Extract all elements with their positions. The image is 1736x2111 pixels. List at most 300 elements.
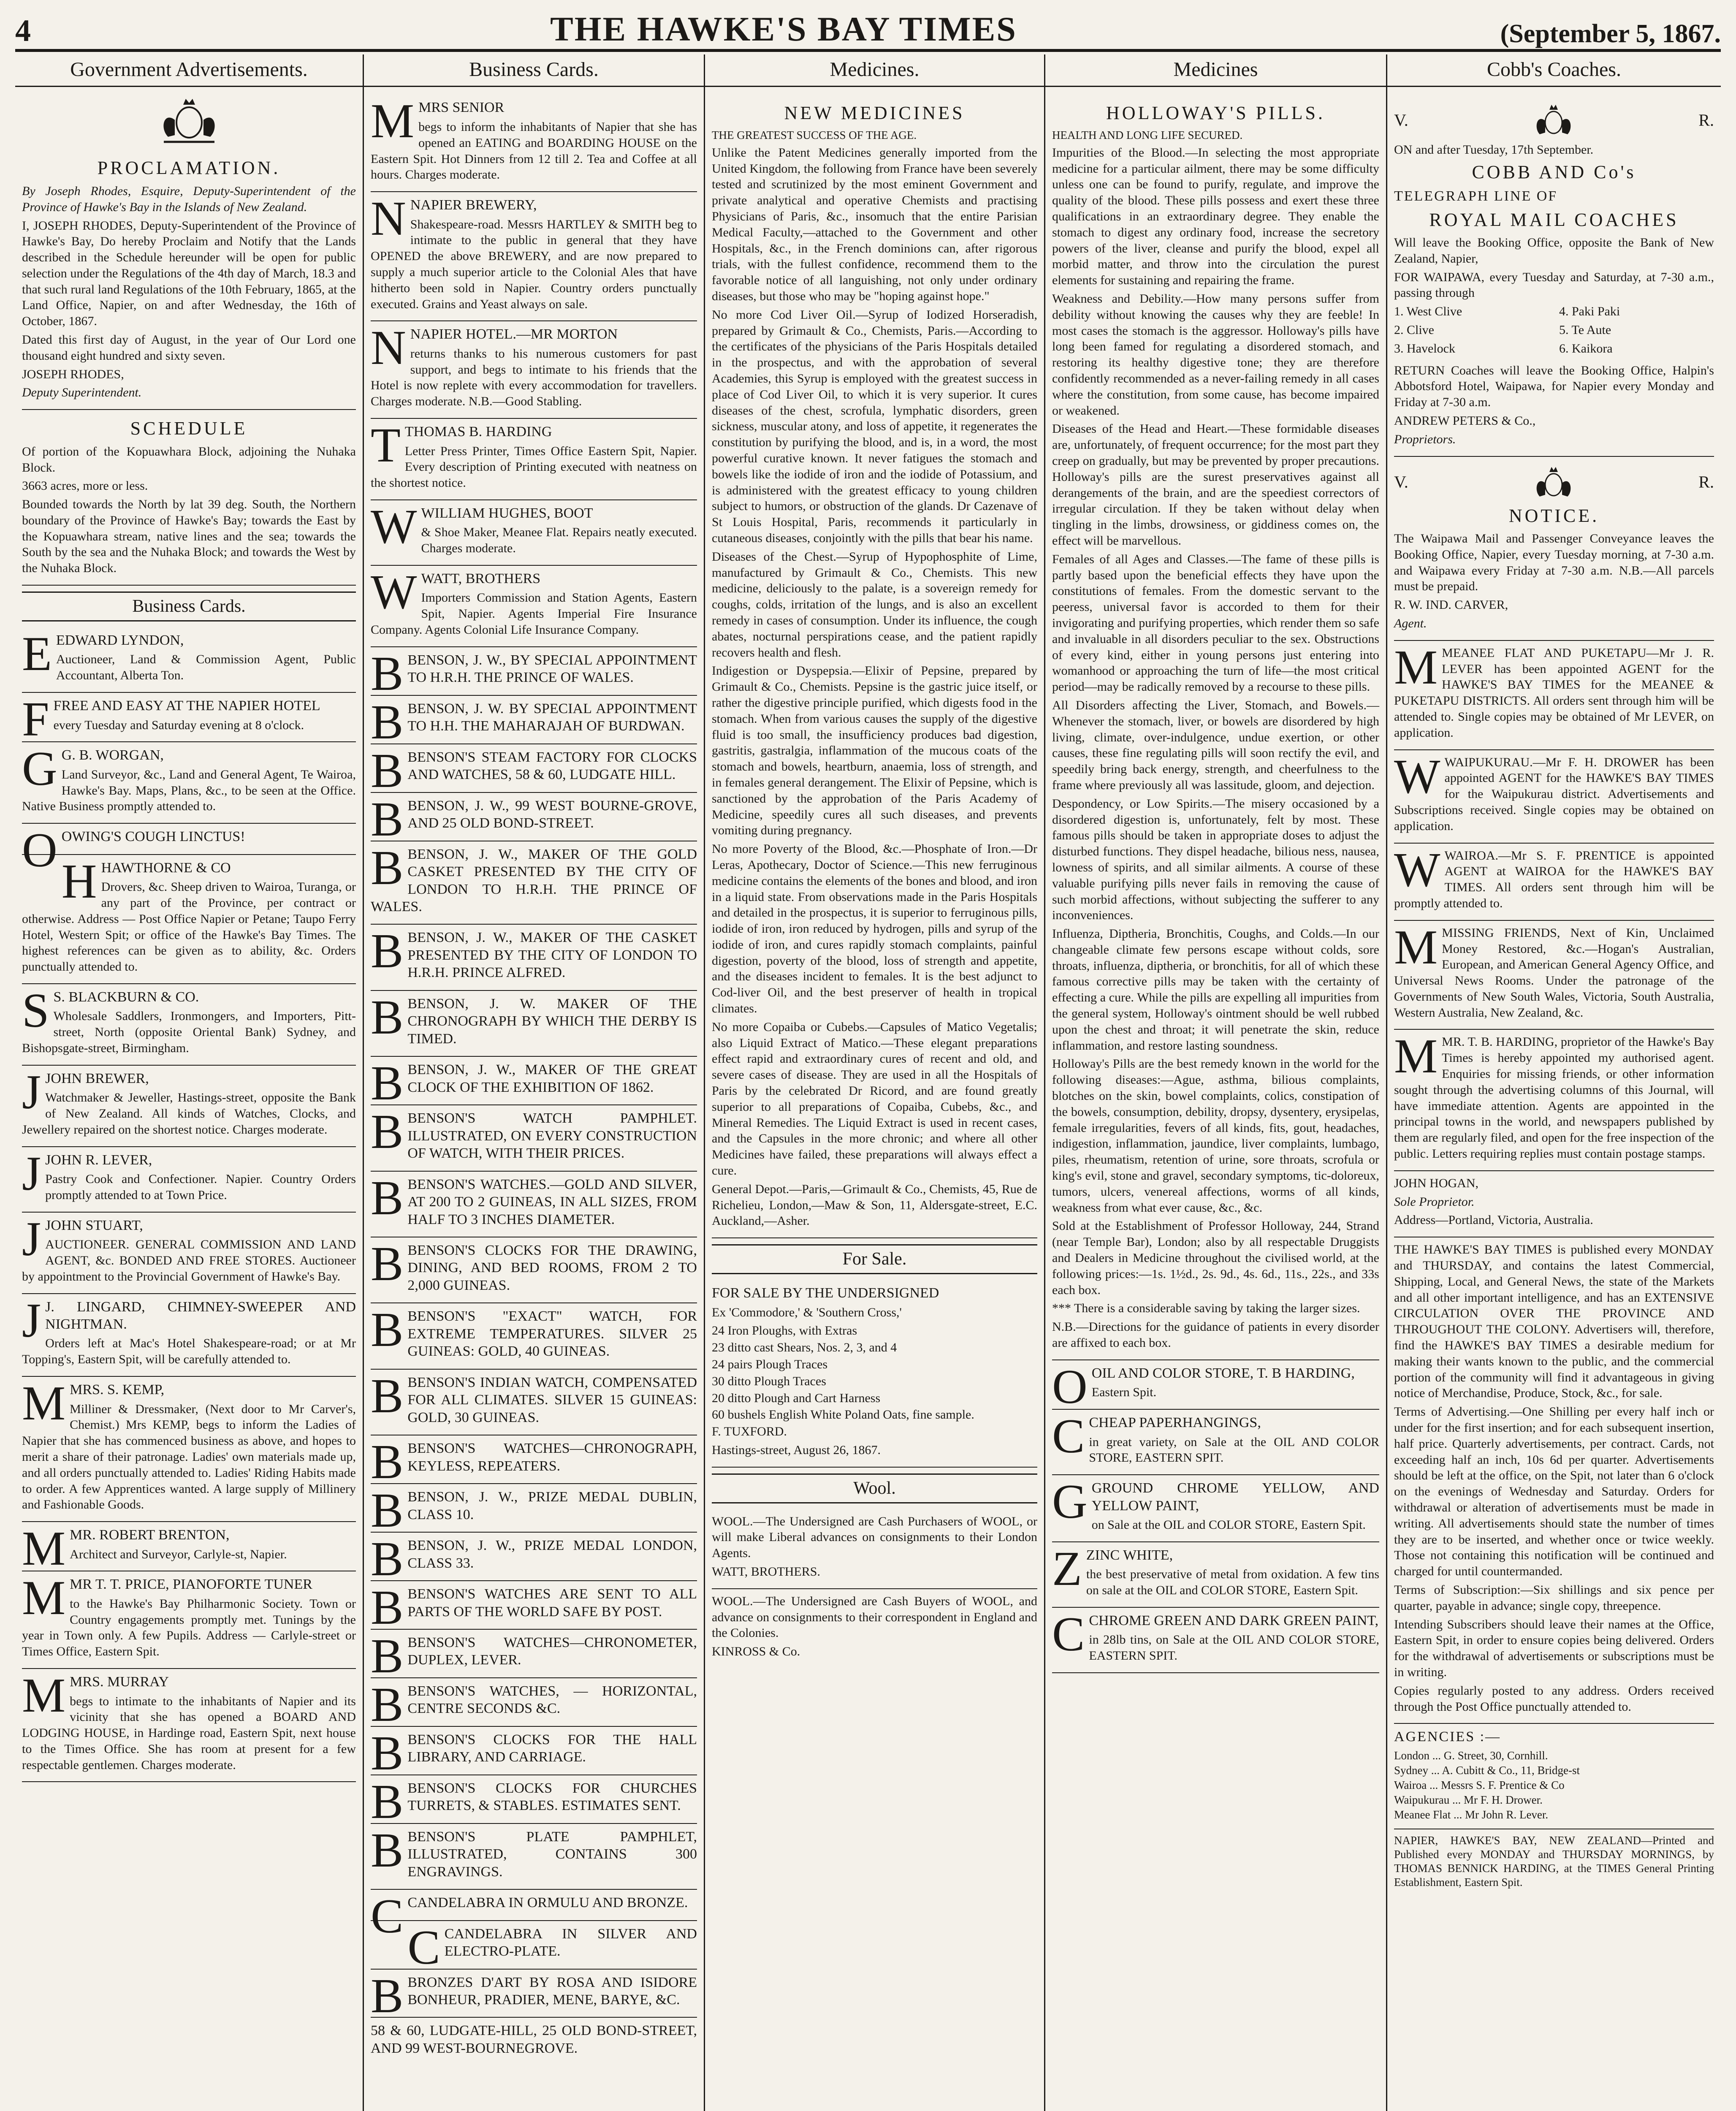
business-card	[371, 95, 697, 192]
business-card-name: J. LINGARD, CHIMNEY-SWEEPER AND NIGHTMAN.	[45, 1299, 356, 1332]
column-heading: Medicines	[1045, 54, 1386, 87]
advert-title: HOLLOWAY'S PILLS.	[1106, 103, 1325, 124]
telegraph-line: TELEGRAPH LINE OF	[1394, 188, 1558, 204]
benson-advertisement	[371, 695, 697, 749]
hogan-signature-block	[1394, 1171, 1714, 1237]
benson-advertisement	[371, 1172, 697, 1237]
business-card-name: JOHN STUART,	[45, 1217, 143, 1233]
page-number: 4	[15, 14, 31, 48]
drop-cap: T	[371, 418, 401, 473]
v-letter: V.	[1394, 472, 1408, 492]
schedule-acreage: 3663 acres, more or less.	[22, 479, 148, 493]
business-card-text: Architect and Surveyor, Carlyle-st, Napier.	[70, 1547, 287, 1561]
waipawa-service: FOR WAIPAWA, every Tuesday and Saturday, at 7-30 a.m., passing through	[1394, 270, 1714, 300]
business-card-name: THOMAS B. HARDING	[404, 424, 552, 440]
business-card-text: Eastern Spit.	[1091, 1385, 1157, 1400]
advert-paragraph: Weakness and Debility.—How many persons suffer from debility without knowing the causes why they are feeble! In most cases the stomach is the aggressor. Holloway's pills have long been famed for regulating a disordered stomach, and restoring its healthy digestive tone; they are therefore confidently recommended as a never-failing remedy in all cases where the constitution, from some cause, has become impaired or weakened.	[1052, 292, 1379, 418]
business-card	[371, 192, 697, 321]
benson-advertisement	[371, 841, 697, 925]
agency-notice	[1394, 641, 1714, 750]
business-card	[371, 419, 697, 500]
drop-cap: S	[22, 983, 49, 1038]
advert-subtitle: HEALTH AND LONG LIFE SECURED.	[1052, 128, 1243, 141]
drop-cap: N	[371, 192, 406, 246]
notice-text: The Waipawa Mail and Passenger Conveyance leaves the Booking Office, Napier, every Tuesday morning, at 7-30 a.m. and Waipawa every Friday at 7-30 a.m. N.B.—All parcels must be prepaid.	[1394, 531, 1714, 594]
business-card-text: to the Hawke's Bay Philharmonic Society. Town or Country engagements promptly met. Tunings by the year in Town only. A few Pupils. Address — Carlyle-street or Times Office, Eastern Spit.	[22, 1596, 356, 1659]
business-card-text: in 28lb tins, on Sale at the OIL AND COLOR STORE, EASTERN SPIT.	[1089, 1633, 1379, 1663]
column-heading: Medicines.	[705, 54, 1044, 87]
royal-crest-icon	[1526, 101, 1581, 139]
booking-office-text: Will leave the Booking Office, opposite the Bank of New Zealand, Napier,	[1394, 235, 1714, 266]
benson-advertisement	[371, 1581, 697, 1635]
agency-entry: Sydney ... A. Cubitt & Co., 11, Bridge-st	[1394, 1764, 1580, 1777]
column-heading: Government Advertisements.	[15, 54, 363, 87]
notice-title: NOTICE.	[1508, 505, 1600, 526]
drop-cap: C	[371, 1889, 404, 1944]
wool-advertisement-2	[712, 1589, 1037, 1668]
drop-cap: E	[22, 627, 52, 681]
business-card-name: HAWTHORNE & CO	[101, 860, 231, 876]
business-card-name: WILLIAM HUGHES, BOOT	[421, 505, 593, 521]
business-card	[1052, 1410, 1379, 1475]
drop-cap: Z	[1052, 1541, 1082, 1596]
agency-notice-text: MEANEE FLAT AND PUKETAPU—Mr J. R. LEVER has been appointed AGENT for the HAWKE'S BAY TIMES for the MEANEE & PUKETAPU DISTRICTS. All orders sent through him will be attended to. Single copies may be obtained of Mr LEVER, on application.	[1394, 646, 1714, 740]
benson-advertisement-text: BENSON, J. W. BY SPECIAL APPOINTMENT TO H.H. THE MAHARAJAH OF BURDWAN.	[407, 700, 697, 734]
agency-notice	[1394, 1030, 1714, 1171]
advert-paragraph: Holloway's Pills are the best remedy known in the world for the following diseases:—Ague, asthma, bilious complaints, blotches on the skin, bowel complaints, colics, constipation of the bowels, consumption, debility, dropsy, dysentery, erysipelas, female irregularities, fevers of all kinds, fits, gout, headaches, indigestion, inflammation, jaundice, liver complaints, lumbago, piles, rheumatism, retention of urine, sore throats, scrofula or king's evil, stone and gravel, secondary symptoms, tic-doloreux, tumors, ulcers, venereal affections, worms of all kinds, weakness from what ever cause, &c., &c.	[1052, 1057, 1379, 1215]
for-sale-date: Hastings-street, August 26, 1867.	[712, 1443, 881, 1457]
benson-advertisement	[371, 1629, 697, 1683]
drop-cap: W	[371, 499, 417, 554]
benson-advertisement	[371, 1775, 697, 1829]
drop-cap: M	[1394, 1029, 1438, 1084]
column-medicines	[705, 54, 1045, 2111]
terms-paragraph: Intending Subscribers should leave their names at the Office, Eastern Spit, in order to ensure copies being delivered. Orders for the withdrawal of advertisements or subscriptions must be in writing.	[1394, 1617, 1714, 1679]
drop-cap: W	[1394, 843, 1440, 897]
drop-cap: M	[22, 1522, 66, 1576]
business-card-name: G. B. WORGAN,	[61, 747, 164, 763]
coach-stop: 1. West Clive	[1394, 304, 1462, 319]
business-card	[22, 627, 356, 693]
schedule	[22, 410, 356, 586]
for-sale-title: FOR SALE BY THE UNDERSIGNED	[712, 1285, 939, 1301]
benson-advertisement-text: BENSON'S CLOCKS FOR THE HALL LIBRARY, AND CARRIAGE.	[407, 1731, 697, 1765]
drop-cap: M	[22, 1376, 66, 1431]
advert-body	[712, 145, 1037, 1229]
business-card-name: OWING'S COUGH LINCTUS!	[61, 829, 245, 845]
terms-paragraph: Terms of Advertising.—One Shilling per every half inch or under for the first insertion; and for each subsequent insertion, half price. Quarterly advertisements, per contract. Cards, not exceeding half an inch, 10s 6d per quarter. Advertisements should be left at the office, on the Spit, not later than 6 o'clock on the evenings of Wednesday and Saturday. Orders for withdrawal or alteration of advertisements must be made in writing. All advertisements should state the number of times they are to be inserted, and whether once or twice weekly. Those not containing this notification will be continued and charged for until countermanded.	[1394, 1405, 1714, 1579]
drop-cap: B	[371, 743, 404, 798]
terms-paragraph: THE HAWKE'S BAY TIMES is published every MONDAY and THURSDAY, and contains the latest Commercial, Shipping, Local, and General News, the state of the Markets and all other important intelligence, and has an EXTENSIVE CIRCULATION OVER THE PROVINCE AND THROUGHOUT THE COLONY. Advertisers will, therefore, find the HAWKE'S BAY TIMES a desirable medium for making their wants known to the public, and the commercial portion of the community will find it advantageous in giving notice of Merchandise, Produce, Stock, &c., for sale.	[1394, 1243, 1714, 1400]
drop-cap: B	[371, 1484, 404, 1538]
business-card-text: Auctioneer, Land & Commission Agent, Public Accountant, Alberta Ton.	[56, 652, 356, 683]
proclamation-signature: JOSEPH RHODES,	[22, 367, 124, 381]
drop-cap: M	[1394, 640, 1438, 695]
drop-cap: B	[371, 1581, 404, 1635]
business-card	[22, 1669, 356, 1782]
terms-paragraph: Copies regularly posted to any address. Orders received through the Post Office punctually attended to.	[1394, 1683, 1714, 1714]
business-card	[1052, 1475, 1379, 1542]
drop-cap: B	[371, 1823, 404, 1878]
r-letter: R.	[1698, 111, 1714, 130]
drop-cap: B	[371, 1303, 404, 1357]
benson-advertisement	[371, 1056, 697, 1111]
benson-advertisement	[371, 991, 697, 1057]
drop-cap: B	[371, 1237, 404, 1291]
business-card	[22, 1377, 356, 1522]
benson-advertisement-text: BENSON, J. W. MAKER OF THE CHRONOGRAPH BY WHICH THE DERBY IS TIMED.	[407, 996, 697, 1047]
proclamation-title: PROCLAMATION.	[97, 157, 281, 179]
business-card-text: Orders left at Mac's Hotel Shakespeare-road; or at Mr Topping's, Eastern Spit, will be carefully attended to.	[22, 1336, 356, 1367]
proprietor-title: Proprietors.	[1394, 432, 1456, 446]
business-card-name: NAPIER BREWERY,	[410, 197, 537, 213]
drop-cap: M	[22, 1571, 66, 1625]
benson-advertisement	[371, 1532, 697, 1587]
agency-entry: Wairoa ... Messrs S. F. Prentice & Co	[1394, 1779, 1565, 1792]
for-sale-signature: F. TUXFORD.	[712, 1425, 787, 1439]
business-card-name: MR T. T. PRICE, PIANOFORTE TUNER	[70, 1576, 312, 1593]
wool-signature-1: WATT, BROTHERS.	[712, 1565, 820, 1579]
cobb-coaches-advertisement	[1394, 95, 1714, 456]
business-card-name: MRS. S. KEMP,	[70, 1382, 165, 1398]
business-card-name: EDWARD LYNDON,	[56, 632, 184, 648]
drop-cap: G	[22, 742, 57, 796]
benson-advertisement-text: BENSON'S CLOCKS FOR CHURCHES TURRETS, & STABLES. ESTIMATES SENT.	[407, 1780, 697, 1814]
benson-advertisement	[371, 1370, 697, 1435]
advert-paragraph: All Disorders affecting the Liver, Stomach, and Bowels.—Whenever the stomach, liver, or bowels are disordered by high living, climate, over-indulgence, undue exertion, or other causes, these fine regulating pills will soon rectify the evil, and speedily bring back energy, strength, and cheerfulness to the frame where previously all was lassitude, gloom, and dejection.	[1052, 698, 1379, 792]
benson-advertisement	[371, 1435, 697, 1490]
proclamation-body: I, JOSEPH RHODES, Deputy-Superintendent of the Province of Hawke's Bay, Do hereby Proclaim and Notify that the Lands described in the Schedule hereunder will be open for public selection under the Regulations of the 4th day of March, 18.3 and that such rural land Regulations of the 10th February, 1865, at the Land Office, Napier, on and after Wednesday, the 16th of October, 1867.	[22, 218, 356, 328]
advert-paragraph: No more Cod Liver Oil.—Syrup of Iodized Horseradish, prepared by Grimault & Co., Chemists, Paris.—According to the certificates of the physicians of the Paris Hospitals detailed in the prospectus, and with the approbation of several Academies, this Syrup is employed with the greatest success in place of Cod Liver Oil, to which it is very superior. It cures diseases of the chest, scrofula, lymphatic disorders, green sickness, muscular atony, and loss of appetite, it regenerates the constitution by purifying the blood, and is, in a word, the most powerful curative known. It never fatigues the stomach and bowels like the iodide of iron and the iodide of Potassium, and is administered with the greatest efficacy to young children subject to humors, or obstruction of the glands. Dr Cazenave of St Louis Hospital, Paris, recommends it particularly in cutaneous diseases, conjointly with the pills that bear his name.	[712, 307, 1037, 545]
agencies-block	[1394, 1724, 1714, 1829]
advert-paragraph: Unlike the Patent Medicines generally imported from the United Kingdom, the following from France have been severely tested and scrutinized by the most eminent Government and private analytical and operative Chemists and practising Physicians of Paris, &c., insomuch that the entire Parisian Medical Faculty,—attached to the Government and other Hospitals, &c., in the French dominions can, after rigorous trials, with the fullest confidence, recommend them to the favorable notice of all languishing, not only under ordinary diseases, but those who may be "hoping against hope."	[712, 145, 1037, 304]
royal-mail-coaches: ROYAL MAIL COACHES	[1429, 209, 1679, 230]
business-card	[371, 500, 697, 566]
benson-advertisement	[371, 1920, 697, 1975]
for-sale-item: 20 ditto Plough and Cart Harness	[712, 1391, 881, 1405]
business-card-name: JOHN BREWER,	[45, 1070, 149, 1086]
column-heading: Business Cards.	[364, 54, 704, 87]
royal-crest-icon	[147, 95, 231, 145]
drop-cap: B	[371, 1969, 404, 2023]
drop-cap: B	[371, 1775, 404, 1829]
vr-crest-row	[1394, 101, 1714, 139]
drop-cap: B	[371, 1369, 404, 1423]
coach-stops	[1394, 304, 1714, 359]
wool-advertisement-1	[712, 1509, 1037, 1589]
business-card-name: NAPIER HOTEL.—MR MORTON	[410, 326, 618, 342]
proclamation-signature-title: Deputy Superintendent.	[22, 385, 142, 400]
business-card-text: in great variety, on Sale at the OIL AND COLOR STORE, EASTERN SPIT.	[1089, 1435, 1379, 1465]
coach-stop: 3. Havelock	[1394, 341, 1455, 355]
drop-cap: B	[371, 1056, 404, 1111]
drop-cap: B	[371, 1171, 404, 1225]
benson-advertisement-text: BENSON, J. W., PRIZE MEDAL LONDON, CLASS 33.	[407, 1538, 697, 1571]
schedule-bounds: Bounded towards the North by lat 39 deg. South, the Northern boundary of the Province of Hawke's Bay; towards the East by the Kopuawhara stream, native lines and the sea; towards the South by the sea and the Nuhaka Block; and towards the West by the Nuhaka Block.	[22, 497, 356, 575]
business-card	[22, 742, 356, 824]
for-sale-advertisement	[712, 1280, 1037, 1468]
wool-text-2: WOOL.—The Undersigned are Cash Buyers of WOOL, and advance on consignments to their correspondent in England and the Colonies.	[712, 1594, 1037, 1640]
business-card	[22, 1147, 356, 1213]
benson-advertisement-text: BENSON, J. W., MAKER OF THE GREAT CLOCK OF THE EXHIBITION OF 1862.	[407, 1062, 697, 1095]
benson-advertisement-text: BENSON, J. W., BY SPECIAL APPOINTMENT TO H.R.H. THE PRINCE OF WALES.	[407, 652, 697, 686]
vr-crest-row	[1394, 464, 1714, 502]
terms-paragraph: Terms of Subscription:—Six shillings and six pence per quarter, payable in advance; single copy, threepence.	[1394, 1582, 1714, 1613]
business-card	[371, 566, 697, 647]
business-card	[22, 855, 356, 984]
advert-paragraph: Despondency, or Low Spirits.—The misery occasioned by a disordered digestion is, unfortunately, felt by most. These famous pills should be taken in appropriate doses to adjust the disturbed functions. They dispel headache, bilious ness, nausea, lowness of spirits, and all similar ailments. A course of these valuable purifying pills never fails in removing the cause of such morbid affections, without subjecting the sufferer to any inconveniences.	[1052, 796, 1379, 923]
imprint	[1394, 1829, 1714, 1898]
proclamation-date: Dated this first day of August, in the year of Our Lord one thousand eight hundred and sixty seven.	[22, 333, 356, 363]
benson-advertisement-text: BENSON, J. W., PRIZE MEDAL DUBLIN, CLASS 10.	[407, 1489, 697, 1522]
masthead	[15, 8, 1721, 52]
return-service: RETURN Coaches will leave the Booking Office, Halpin's Abbotsford Hotel, Waipawa, for Napier every Monday and Friday at 7-30 a.m.	[1394, 363, 1714, 410]
hawkes-bay-times-terms	[1394, 1237, 1714, 1724]
business-card	[22, 1522, 356, 1576]
business-card	[22, 1571, 356, 1669]
drop-cap: H	[61, 854, 97, 909]
drop-cap: O	[1052, 1359, 1088, 1414]
waipawa-mail-notice	[1394, 457, 1714, 641]
business-card-text: Letter Press Printer, Times Office Eastern Spit, Napier. Every description of Printing executed with neatness on the shortest notice.	[371, 444, 697, 490]
new-medicines-advertisement	[712, 95, 1037, 1238]
advert-paragraph: Females of all Ages and Classes.—The fame of these pills is partly based upon the beneficial effects they have upon the constitutions of females. From the domestic servant to the peeress, universal favor is accorded to them for their invigorating and purifying properties, which render them so safe and invaluable in all disorders peculiar to the sex. Obstructions of every kind, either in young persons just entering into womanhood or approaching the turn of life—the most critical period—may be radically removed by a recourse to these pills.	[1052, 552, 1379, 694]
business-card	[1052, 1608, 1379, 1673]
advert-paragraph: No more Copaiba or Cubebs.—Capsules of Matico Vegetalis; also Liquid Extract of Matico.—These elegant preparations effect rapid and extraordinary cures of recent and old, and severe cases of disease. They are used in all the Hospitals of Paris by the celebrated Dr Ricord, and are found greatly superior to all preparations of Copaiba, Cubebs, &c., and Mineral Remedies. The Liquid Extract is used in recent cases, and the Capsules in the more chronic; and where all other Medicines have failed, these preparations will always effect a cure.	[712, 1020, 1037, 1178]
business-card	[22, 984, 356, 1066]
drop-cap: B	[371, 1726, 404, 1780]
benson-advertisement-text: BENSON'S WATCHES—CHRONOMETER, DUPLEX, LEVER.	[407, 1634, 697, 1668]
agent-title: Agent.	[1394, 616, 1427, 630]
benson-advertisement-text: BENSON'S WATCHES ARE SENT TO ALL PARTS OF THE WORLD SAFE BY POST.	[407, 1586, 697, 1620]
business-card	[1052, 1542, 1379, 1608]
drop-cap: B	[371, 924, 404, 979]
issue-date: (September 5, 1867.	[1500, 19, 1721, 48]
business-card-text: begs to intimate to the inhabitants of Napier and its vicinity that she has opened a BOARD AND LODGING HOUSE, in Hardinge road, Eastern Spit, next house to the Times Office. She has room at present for a few respectable gentlemen. Charges moderate.	[22, 1694, 356, 1772]
business-card-name: CHROME GREEN AND DARK GREEN PAINT,	[1089, 1612, 1379, 1628]
oil-and-color-store-advertisements	[1052, 1360, 1379, 1673]
agency-notice-text: MISSING FRIENDS, Next of Kin, Unclaimed Money Restored, &c.—Hogan's Australian, European, and American General Agency Office, and Universal News Rooms. Under the patronage of the Governments of New South Wales, Victoria, South Australia, Western Australia, New Zealand, &c.	[1394, 925, 1714, 1020]
for-sale-heading: For Sale.	[712, 1244, 1037, 1274]
drop-cap: N	[371, 321, 406, 375]
advert-title: NEW MEDICINES	[784, 103, 965, 124]
business-card-text: Importers Commission and Station Agents, Eastern Spit, Napier. Agents Imperial Fire Insurance Company. Agents Colonial Life Insurance Company.	[371, 591, 697, 637]
benson-advertisement	[371, 1677, 697, 1732]
business-card-text: Watchmaker & Jeweller, Hastings-street, opposite the Bank of New Zealand. All kinds of Watches, Clocks, and Jewellery repaired on the shortest notice. Charges moderate.	[22, 1091, 356, 1137]
benson-advertisement	[371, 792, 697, 847]
business-card	[371, 321, 697, 419]
column-heading: Cobb's Coaches.	[1387, 54, 1721, 87]
proprietor-signature: ANDREW PETERS & Co.,	[1394, 413, 1536, 428]
business-card-list	[371, 95, 697, 647]
columns	[15, 54, 1721, 2111]
drop-cap: B	[371, 792, 404, 847]
advert-paragraph: Influenza, Diptheria, Bronchitis, Coughs, and Colds.—In our changeable climate few persons escape without colds, sore throats, influenza, diptheria, or bronchitis, for all of which these famous corrective pills may be taken with the certainty of effecting a cure. While the pills are expelling all impurities from the general system, Holloway's ointment should be well rubbed upon the chest and throat; it will penetrate the skin, reduce inflammation, and restore lasting soundness.	[1052, 927, 1379, 1053]
coach-stop: 6. Kaikora	[1559, 341, 1613, 355]
agency-notice	[1394, 844, 1714, 921]
for-sale-item: 24 pairs Plough Traces	[712, 1357, 828, 1371]
drop-cap: J	[22, 1212, 41, 1266]
business-card-name: JOHN R. LEVER,	[45, 1152, 152, 1168]
agencies-list	[1394, 1749, 1714, 1822]
for-sale-item: 23 ditto cast Shears, Nos. 2, 3, and 4	[712, 1340, 897, 1355]
coach-stop: 5. Te Aute	[1559, 323, 1611, 337]
business-card	[22, 1066, 356, 1147]
drop-cap: M	[371, 94, 415, 149]
cobb-title: COBB AND Co's	[1472, 162, 1636, 183]
agency-notice	[1394, 921, 1714, 1030]
column-cobbs-coaches	[1387, 54, 1721, 2111]
drop-cap: W	[1394, 749, 1440, 804]
for-sale-items	[712, 1323, 1037, 1423]
agency-notice-text: WAIROA.—Mr S. F. PRENTICE is appointed AGENT at WAIROA for the HAWKE'S BAY TIMES. All orders sent through him will be promptly attended to.	[1394, 848, 1714, 910]
advert-paragraph: Diseases of the Chest.—Syrup of Hypophosphite of Lime, manufactured by Grimault & Co., Chemists. This new medicine, deliciously to the palate, is a sovereign remedy for coughs, colds, irritation of the lungs, and is also an excellent remedy in cases of consumption. Under its influence, the cough abates, nocturnal perspirations cease, and the patient rapidly recovers health and flesh.	[712, 549, 1037, 659]
business-cards-heading: Business Cards.	[22, 592, 356, 621]
holloway-pills-advertisement	[1052, 95, 1379, 1360]
drop-cap: B	[371, 1105, 404, 1159]
benson-advertisement-text: BENSON, J. W., MAKER OF THE GOLD CASKET PRESENTED BY THE CITY OF LONDON TO H.R.H. THE PRINCE OF WALES.	[371, 846, 697, 914]
schedule-title: SCHEDULE	[130, 418, 248, 439]
drop-cap: J	[22, 1065, 41, 1119]
agency-entry: London ... G. Street, 30, Cornhill.	[1394, 1749, 1548, 1762]
drop-cap: J	[22, 1293, 41, 1348]
drop-cap: G	[1052, 1475, 1088, 1529]
benson-advertisement-text: CANDELABRA IN SILVER AND ELECTRO-PLATE.	[444, 1926, 697, 1959]
benson-advertisements	[371, 646, 697, 2023]
advert-body	[1052, 145, 1379, 1351]
business-card	[22, 692, 356, 747]
benson-advertisement-text: CANDELABRA IN ORMULU AND BRONZE.	[407, 1895, 688, 1911]
proclamation-intro: By Joseph Rhodes, Esquire, Deputy-Superintendent of the Province of Hawke's Bay in the Islands of New Zealand.	[22, 184, 356, 214]
drop-cap: F	[22, 692, 49, 747]
business-card-name: MR. ROBERT BRENTON,	[70, 1527, 230, 1543]
hogan-name: JOHN HOGAN,	[1394, 1176, 1478, 1190]
business-card-text: AUCTIONEER. GENERAL COMMISSION AND LAND AGENT, &c. BONDED AND FREE STORES. Auctioneer by appointment to the Provincial Government of Hawke's Bay.	[22, 1237, 356, 1283]
agency-entry: Meanee Flat ... Mr John R. Lever.	[1394, 1808, 1549, 1821]
benson-advertisement-text: BENSON'S WATCHES—CHRONOGRAPH, KEYLESS, REPEATERS.	[407, 1441, 697, 1474]
proclamation	[22, 149, 356, 410]
drop-cap: M	[22, 1669, 66, 1723]
wool-heading: Wool.	[712, 1473, 1037, 1503]
imprint-text: NAPIER, HAWKE'S BAY, NEW ZEALAND—Printed and Published every MONDAY and THURSDAY MORNINGS, by THOMAS BENNICK HARDING, at the TIMES General Printing Establishment, Eastern Spit.	[1394, 1834, 1714, 1889]
business-card-text: Shakespeare-road. Messrs HARTLEY & SMITH beg to intimate to the public in general that they have OPENED the above BREWERY, and are now prepared to supply a much superior article to the Colonial Ales that have hitherto been sold in Napier. Country orders punctually executed. Grains and Yeast always on sale.	[371, 217, 697, 311]
benson-advertisement-text: BENSON'S WATCHES.—GOLD AND SILVER, AT 200 TO 2 GUINEAS, IN ALL SIZES, FROM HALF TO 3 INCHES DIAMETER.	[407, 1176, 697, 1227]
benson-advertisement	[371, 1726, 697, 1780]
benson-advertisement	[371, 1105, 697, 1171]
benson-advertisement	[371, 1303, 697, 1369]
benson-advertisement	[371, 1969, 697, 2023]
hogan-address: Address—Portland, Victoria, Australia.	[1394, 1213, 1593, 1227]
advert-paragraph: Sold at the Establishment of Professor Holloway, 244, Strand (near Temple Bar), London; also by all respectable Druggists and Dealers in Medicine throughout the civilised world, at the following prices:—1s. 1½d., 2s. 9d., 4s. 6d., 11s., 22s., and 33s each box.	[1052, 1219, 1379, 1297]
business-card-text: Drovers, &c. Sheep driven to Wairoa, Turanga, or any part of the Province, per contract or otherwise. Address — Post Office Napier or Petane; Taupo Ferry Hotel, Western Spit; or office of the Hawke's Bay Times. The highest references can be given as to ability, &c. Orders punctually attended to.	[22, 880, 356, 974]
drop-cap: B	[371, 1629, 404, 1683]
benson-advertisement-text: BENSON'S WATCH PAMPHLET. ILLUSTRATED, ON EVERY CONSTRUCTION OF WATCH, WITH THEIR PRICES.	[407, 1110, 697, 1161]
benson-advertisement	[371, 925, 697, 990]
business-card-text: Wholesale Saddlers, Ironmongers, and Importers, Pitt-street, North (opposite Oriental Bank) Sydney, and Bishopsgate-street, Birmingham.	[22, 1009, 356, 1055]
drop-cap: C	[407, 1920, 440, 1975]
agencies-title: AGENCIES :—	[1394, 1729, 1501, 1745]
business-card-text: Pastry Cook and Confectioner. Napier. Country Orders promptly attended to at Town Price.	[45, 1172, 356, 1202]
column-business-cards	[364, 54, 705, 2111]
business-card	[22, 1213, 356, 1294]
royal-crest-icon	[1526, 464, 1581, 502]
column-medicines-holloway	[1045, 54, 1387, 2111]
benson-advertisement-text: BENSON, J. W., 99 WEST BOURNE-GROVE, AND 25 OLD BOND-STREET.	[407, 798, 697, 831]
benson-advertisement	[371, 1484, 697, 1538]
agency-notice-text: WAIPUKURAU.—Mr F. H. DROWER has been appointed AGENT for the HAWKE'S BAY TIMES for the Waipukurau district. Advertisements and Subscriptions received. Single copies may be obtained on application.	[1394, 755, 1714, 833]
business-card-text: Milliner & Dressmaker, (Next door to Mr Carver's, Chemist.) Mrs KEMP, begs to inform the Ladies of Napier that she has commenced business as above, and hopes to merit a share of their patronage. Ladies' own materials made up, and all orders punctually attended to. Ladies' Riding Habits made to order. A few Apprentices wanted. A large supply of Millinery and Fashionable Goods.	[22, 1402, 356, 1512]
business-card-name: FREE AND EASY AT THE NAPIER HOTEL	[53, 698, 320, 714]
drop-cap: C	[1052, 1409, 1085, 1464]
business-card-name: MRS. MURRAY	[70, 1674, 169, 1690]
schedule-intro: Of portion of the Kopuawhara Block, adjoining the Nuhaka Block.	[22, 444, 356, 475]
for-sale-ships: Ex 'Commodore,' & 'Southern Cross,'	[712, 1305, 902, 1319]
drop-cap: B	[371, 1677, 404, 1732]
benson-advertisement	[371, 646, 697, 701]
benson-advertisement-text: BENSON'S WATCHES, — HORIZONTAL, CENTRE SECONDS &C.	[407, 1683, 697, 1717]
coach-stop: 4. Paki Paki	[1559, 304, 1620, 319]
drop-cap: M	[1394, 920, 1438, 974]
advert-paragraph: *** There is a considerable saving by taking the larger sizes.	[1052, 1301, 1360, 1316]
drop-cap: B	[371, 646, 404, 701]
agency-notice-text: MR. T. B. HARDING, proprietor of the Hawke's Bay Times is hereby appointed my authorised agent. Enquiries for missing friends, or other information sought through the advertising columns of this Journal, will have immediate attention. Agents are appointed in the principal towns in the world, and newspapers published by them are regularly filed, and open for the free inspection of the public. Letters requiring replies must contain postage stamps.	[1394, 1035, 1714, 1161]
drop-cap: C	[1052, 1607, 1085, 1661]
agent-signature: R. W. IND. CARVER,	[1394, 598, 1508, 612]
benson-advertisement-text: BENSON'S INDIAN WATCH, COMPENSATED FOR ALL CLIMATES. SILVER 15 GUINEAS: GOLD, 30 GUINEAS.	[407, 1374, 697, 1425]
business-card-name: ZINC WHITE,	[1086, 1547, 1173, 1563]
drop-cap: B	[371, 1435, 404, 1490]
advert-paragraph: Diseases of the Head and Heart.—These formidable diseases are, unfortunately, of frequent occurrence; for the most part they creep on gradually, but may be prevented by proper precautions. Holloway's pills are the surest preservatives against all derangements of the brain, and are the speediest correctors of irregular circulation. If they be taken without delay when tingling in the limbs, drowsiness, or giddiness comes on, the effect will be marvellous.	[1052, 422, 1379, 548]
benson-advertisement	[371, 743, 697, 798]
advert-paragraph: No more Poverty of the Blood, &c.—Phosphate of Iron.—Dr Leras, Apothecary, Doctor of Science.—This new ferruginous medicine contains the elements of the bones and blood, and iron in a liquid state. From observations made in the Paris Hospitals and detailed in the prospectus, it is superior to ferruginous pills, iodide of iron, iron reduced by hydrogen, pills and syrup of the iodide of iron, and cures rapidly stomach complaints, painful digestion, poverty of the blood, loss of strength and appetite, and the diseases incident to females. It is the best adjunct to Cod-liver Oil, and the best preserver of health in tropical climates.	[712, 842, 1037, 1016]
advert-paragraph: N.B.—Directions for the guidance of patients in every disorder are affixed to each box.	[1052, 1320, 1379, 1350]
drop-cap: B	[371, 1532, 404, 1587]
business-card-text: every Tuesday and Saturday evening at 8 o'clock.	[53, 718, 304, 732]
r-letter: R.	[1698, 472, 1714, 492]
business-card-name: OIL AND COLOR STORE, T. B HARDING,	[1091, 1365, 1355, 1381]
benson-address-text: 58 & 60, LUDGATE-HILL, 25 OLD BOND-STREET, AND 99 WEST-BOURNEGROVE.	[371, 2023, 697, 2056]
drop-cap: W	[371, 565, 417, 619]
business-card-text: begs to inform the inhabitants of Napier that she has opened an EATING and BOARDING HOUSE on the Eastern Spit. Hot Dinners from 12 till 2. Tea and Coffee at all hours. Charges moderate.	[371, 119, 697, 182]
hogan-title: Sole Proprietor.	[1394, 1194, 1475, 1209]
wool-signature-2: KINROSS & Co.	[712, 1644, 800, 1659]
business-card	[1052, 1359, 1379, 1414]
agency-notices	[1394, 641, 1714, 1171]
advert-paragraph: Indigestion or Dyspepsia.—Elixir of Pepsine, prepared by Grimault & Co., Chemists. Pepsine is the gastric juice itself, or rather the digestive principle purified, which digests food in the stomach. When from various causes the supply of the digestive fluid is too small, the insufficiency produces bad digestion, gastritis, gastralgia, inflammation of the mucous coats of the stomach and bowels, heartburn, anaemia, loss of strength, and in females general derangement. The Elixir of Pepsine, which is sanctioned by the approbation of the Paris Academy of Medicine, speedily cures all such diseases, and prevents vomiting during pregnancy.	[712, 664, 1037, 838]
drop-cap: O	[22, 823, 57, 878]
benson-address	[371, 2018, 697, 2065]
business-card-text: on Sale at the OIL and COLOR STORE, Eastern Spit.	[1091, 1518, 1366, 1532]
advert-paragraph: General Depot.—Paris,—Grimault & Co., Chemists, 45, Rue de Richelieu, London,—Maw & Son, 11, Aldersgate-street, E.C. Auckland,—Asher.	[712, 1182, 1037, 1228]
benson-advertisement-text: BENSON'S "EXACT" WATCH, FOR EXTREME TEMPERATURES. SILVER 25 GUINEAS: GOLD, 40 GUINEAS.	[407, 1308, 697, 1359]
column-government-advertisements	[15, 54, 364, 2111]
business-card-text: the best preservative of metal from oxidation. A few tins on sale at the OIL and COLOR STORE, Eastern Spit.	[1086, 1567, 1379, 1598]
for-sale-item: 30 ditto Plough Traces	[712, 1374, 826, 1388]
benson-advertisement-text: BRONZES D'ART BY ROSA AND ISIDORE BONHEUR, PRADIER, MENE, BARYE, &C.	[407, 1974, 697, 2008]
drop-cap: B	[371, 841, 404, 895]
newspaper-title: THE HAWKE'S BAY TIMES	[550, 10, 1017, 48]
benson-advertisement-text: BENSON'S STEAM FACTORY FOR CLOCKS AND WATCHES, 58 & 60, LUDGATE HILL.	[407, 749, 697, 783]
drop-cap: J	[22, 1146, 41, 1201]
business-card	[22, 1294, 356, 1377]
business-card-name: GROUND CHROME YELLOW, AND YELLOW PAINT,	[1091, 1480, 1379, 1514]
business-card-name: WATT, BROTHERS	[421, 570, 541, 586]
v-letter: V.	[1394, 111, 1408, 130]
drop-cap: B	[371, 695, 404, 749]
benson-advertisement	[371, 1824, 697, 1890]
business-card-name: CHEAP PAPERHANGINGS,	[1089, 1415, 1261, 1431]
business-card-list	[22, 627, 356, 1783]
